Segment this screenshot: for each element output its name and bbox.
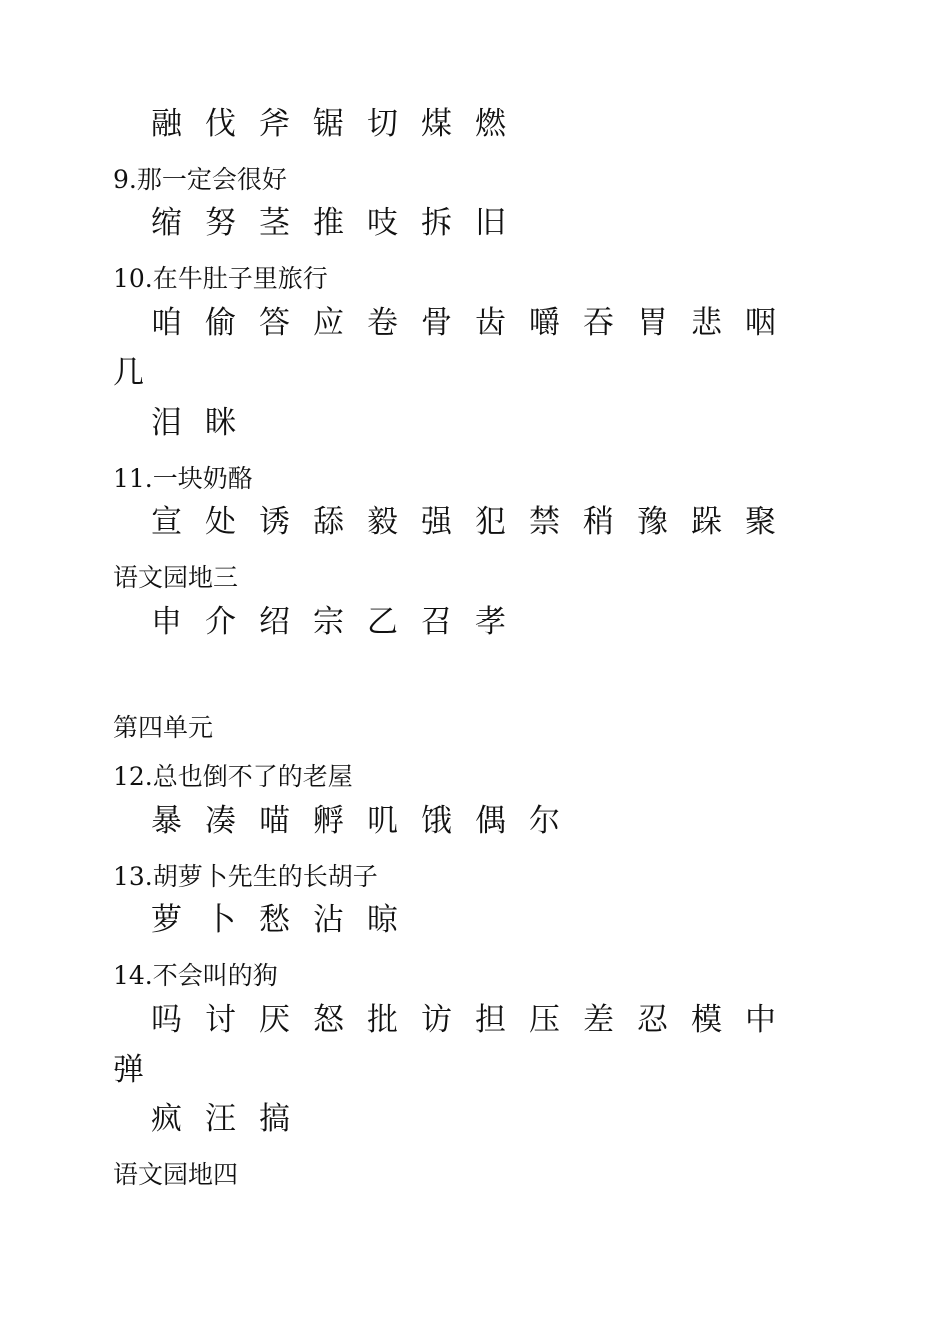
char-row-14: 吗讨厌怒批访担压差忍模中 <box>151 1002 799 1038</box>
char-row-10-wrap: 几 <box>113 355 167 391</box>
lesson-heading-9: 9.那一定会很好 <box>113 165 287 194</box>
lesson-heading-14: 14.不会叫的狗 <box>113 961 278 990</box>
char-row-8: 融伐斧锯切煤燃 <box>151 106 529 142</box>
char-row-10b: 泪眯 <box>151 405 259 441</box>
lesson-heading-11: 11.一块奶酪 <box>113 464 253 493</box>
unit-heading-4: 第四单元 <box>113 713 214 742</box>
section-heading-yuwen-4: 语文园地四 <box>113 1160 239 1189</box>
char-row-yuwen-3: 申介绍宗乙召孝 <box>151 604 529 640</box>
char-row-14b: 疯汪搞 <box>151 1101 313 1137</box>
lesson-heading-12: 12.总也倒不了的老屋 <box>113 762 353 791</box>
char-row-11: 宣处诱舔毅强犯禁稍豫跺聚 <box>151 504 799 540</box>
lesson-heading-10: 10.在牛肚子里旅行 <box>113 264 328 293</box>
char-row-10: 咱偷答应卷骨齿嚼吞胃悲咽 <box>151 305 799 341</box>
char-row-13: 萝卜愁沾晾 <box>151 902 421 938</box>
section-heading-yuwen-3: 语文园地三 <box>113 563 239 592</box>
char-row-9: 缩努茎推吱拆旧 <box>151 205 529 241</box>
char-row-12: 暴凑喵孵叽饿偶尔 <box>151 803 583 839</box>
lesson-heading-13: 13.胡萝卜先生的长胡子 <box>113 862 378 891</box>
char-row-14-wrap: 弹 <box>113 1052 167 1088</box>
